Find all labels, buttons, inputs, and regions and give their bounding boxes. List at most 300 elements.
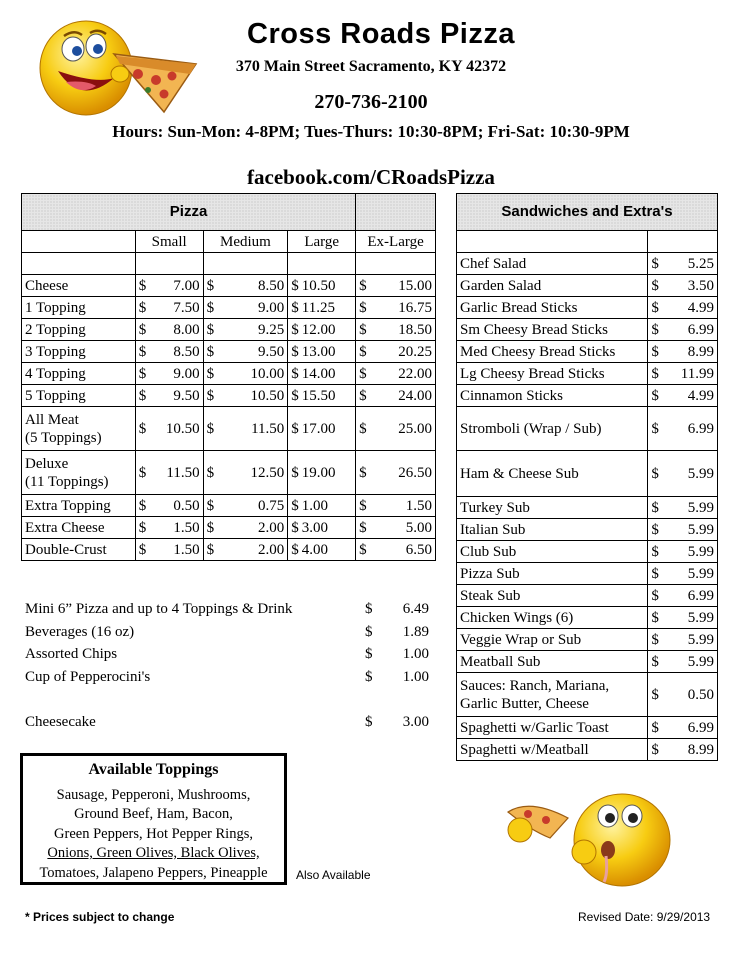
sandwich-item-sublabel: Garlic Butter, Cheese: [460, 695, 589, 712]
price-value: 17.00: [301, 420, 336, 437]
sandwich-item-label: Med Cheesy Bread Sticks: [460, 343, 616, 360]
facebook-link[interactable]: facebook.com/CRoadsPizza: [247, 165, 495, 189]
price-value: 2.00: [258, 541, 285, 558]
currency-symbol: $: [291, 497, 299, 514]
pizza-row: [22, 385, 436, 407]
size-small: Small: [135, 231, 203, 253]
pizza-price-cell: [135, 539, 203, 561]
currency-symbol: $: [206, 387, 215, 404]
pizza-price-cell: [203, 341, 288, 363]
available-toppings-box: [20, 753, 287, 885]
pizza-price-cell: [288, 495, 356, 517]
price-value: 10.00: [250, 365, 285, 382]
pizza-price-cell: [288, 363, 356, 385]
sandwich-item-name: [457, 253, 648, 275]
sandwich-price-cell: [648, 563, 718, 585]
price-value: 15.50: [301, 387, 336, 404]
sandwich-price-cell: [648, 363, 718, 385]
sandwich-item-name: [457, 407, 648, 451]
currency-symbol: $: [206, 541, 215, 558]
sandwich-price-cell: [648, 451, 718, 497]
pizza-price-cell: [203, 539, 288, 561]
sandwich-item-name: [457, 519, 648, 541]
price-value: 24.00: [398, 387, 432, 404]
currency-symbol: $: [291, 299, 299, 316]
currency-symbol: $: [291, 343, 299, 360]
pizza-item-name: [22, 341, 136, 363]
sandwich-item-label: Turkey Sub: [460, 499, 530, 516]
sandwich-item-label: Sm Cheesy Bread Sticks: [460, 321, 608, 338]
pizza-price-cell: [356, 275, 436, 297]
pizza-item-name: [22, 451, 136, 495]
pizza-price-cell: [288, 385, 356, 407]
currency-symbol: $: [651, 719, 659, 736]
misc-item-name: Beverages (16 oz): [25, 623, 135, 640]
price-value: 0.50: [173, 497, 200, 514]
currency-symbol: $: [365, 713, 373, 730]
sandwich-item-label: Club Sub: [460, 543, 517, 560]
misc-item-price: 6.49: [402, 601, 429, 617]
price-value: 20.25: [398, 343, 432, 360]
pizza-price-cell: [135, 451, 203, 495]
currency-symbol: $: [206, 277, 215, 294]
price-value: 11.25: [301, 299, 335, 316]
sandwich-row: [457, 497, 718, 519]
price-value: 3.00: [301, 519, 329, 536]
pizza-row: [22, 539, 436, 561]
sandwich-price-cell: [648, 651, 718, 673]
pizza-price-table: [21, 193, 436, 561]
pizza-price-cell: [203, 385, 288, 407]
price-value: 9.00: [258, 299, 285, 316]
price-value: 6.99: [687, 321, 714, 338]
currency-symbol: $: [359, 519, 367, 536]
sandwich-item-label: Cinnamon Sticks: [460, 387, 563, 404]
price-value: 12.50: [250, 464, 285, 481]
currency-symbol: $: [138, 277, 147, 294]
misc-item-name: Cup of Pepperocini's: [25, 668, 151, 685]
sandwich-item-label: Ham & Cheese Sub: [460, 465, 579, 482]
currency-symbol: $: [359, 343, 367, 360]
price-value: 11.50: [166, 464, 200, 481]
currency-symbol: $: [291, 365, 299, 382]
misc-item: [25, 711, 435, 734]
misc-item: [25, 598, 435, 621]
sandwich-item-label: Spaghetti w/Meatball: [460, 741, 589, 758]
price-value: 8.99: [687, 741, 714, 758]
misc-item-price: 1.89: [402, 623, 429, 640]
price-value: 13.00: [301, 343, 336, 360]
currency-symbol: $: [206, 343, 215, 360]
price-value: 6.50: [405, 541, 432, 558]
prices-note: * Prices subject to change: [25, 910, 175, 924]
sandwich-price-cell: [648, 607, 718, 629]
price-value: 19.00: [301, 464, 336, 481]
pizza-price-cell: [356, 407, 436, 451]
currency-symbol: $: [206, 519, 215, 536]
misc-item: [25, 666, 435, 689]
sandwich-price-cell: [648, 541, 718, 563]
misc-item: [25, 621, 435, 644]
currency-symbol: $: [365, 601, 373, 617]
currency-symbol: $: [138, 420, 147, 437]
currency-symbol: $: [138, 343, 147, 360]
sandwich-price-cell: [648, 497, 718, 519]
price-value: 18.50: [398, 321, 432, 338]
price-value: 6.99: [687, 587, 714, 604]
misc-item-name: Cheesecake: [25, 713, 96, 730]
pizza-row: [22, 495, 436, 517]
pizza-price-cell: [135, 517, 203, 539]
sandwich-price-cell: [648, 629, 718, 651]
currency-symbol: $: [365, 668, 373, 685]
sandwich-item-name: [457, 319, 648, 341]
size-header-row: [22, 231, 436, 253]
sandwich-row: [457, 253, 718, 275]
currency-symbol: $: [365, 646, 373, 662]
price-value: 2.00: [258, 519, 285, 536]
currency-symbol: $: [206, 464, 215, 481]
price-value: 11.50: [251, 420, 285, 437]
pizza-header-blank: [356, 194, 436, 231]
price-value: 5.99: [687, 631, 714, 648]
sandwich-price-cell: [648, 385, 718, 407]
misc-item-name: Assorted Chips: [25, 646, 118, 662]
pizza-price-cell: [356, 341, 436, 363]
currency-symbol: $: [359, 420, 367, 437]
currency-symbol: $: [359, 365, 367, 382]
price-value: 4.99: [687, 299, 714, 316]
sandwich-row: [457, 607, 718, 629]
price-value: 0.50: [687, 686, 714, 703]
pizza-price-cell: [135, 495, 203, 517]
currency-symbol: $: [138, 519, 147, 536]
sandwich-row: [457, 519, 718, 541]
sandwich-price-cell: [648, 519, 718, 541]
currency-symbol: $: [359, 387, 367, 404]
sandwich-item-name: [457, 385, 648, 407]
currency-symbol: $: [359, 541, 367, 558]
currency-symbol: $: [206, 420, 215, 437]
misc-items: [25, 598, 435, 733]
size-ex-large: Ex-Large: [356, 231, 436, 253]
pizza-price-cell: [356, 319, 436, 341]
currency-symbol: $: [365, 623, 373, 640]
sandwich-row: [457, 563, 718, 585]
revised-date: Revised Date: 9/29/2013: [578, 910, 711, 924]
currency-symbol: $: [138, 387, 147, 404]
misc-item-price: 1.00: [402, 668, 429, 685]
pizza-item-sublabel: (11 Toppings): [25, 473, 109, 490]
currency-symbol: $: [291, 321, 299, 338]
currency-symbol: $: [359, 277, 367, 294]
currency-symbol: $: [138, 497, 147, 514]
pizza-item-label: Extra Topping: [25, 497, 111, 514]
pizza-price-cell: [356, 451, 436, 495]
price-value: 5.99: [687, 653, 714, 670]
pizza-price-cell: [288, 341, 356, 363]
currency-symbol: $: [651, 499, 659, 516]
sandwich-item-label: Meatball Sub: [460, 653, 541, 670]
price-value: 14.00: [301, 365, 336, 382]
sandwich-price-cell: [648, 585, 718, 607]
price-value: 5.25: [687, 255, 714, 272]
pizza-item-name: [22, 319, 136, 341]
sandwich-item-label: Chicken Wings (6): [460, 609, 574, 626]
pizza-price-cell: [356, 539, 436, 561]
price-value: 5.99: [687, 609, 714, 626]
sandwich-price-cell: [648, 407, 718, 451]
currency-symbol: $: [138, 321, 147, 338]
sandwich-row: [457, 651, 718, 673]
currency-symbol: $: [651, 686, 659, 703]
toppings-line: Onions, Green Olives, Black Olives,: [47, 845, 260, 861]
size-medium: Medium: [203, 231, 288, 253]
price-value: 4.00: [301, 541, 329, 558]
currency-symbol: $: [206, 299, 215, 316]
currency-symbol: $: [291, 519, 299, 536]
price-value: 5.99: [687, 543, 714, 560]
sandwich-item-label: Chef Salad: [460, 255, 527, 272]
price-value: 8.99: [687, 343, 714, 360]
price-value: 9.00: [173, 365, 200, 382]
currency-symbol: $: [651, 321, 659, 338]
sandwich-price-cell: [648, 717, 718, 739]
sandwich-item-name: [457, 607, 648, 629]
currency-symbol: $: [651, 277, 659, 294]
sandwiches-header: Sandwiches and Extra's: [457, 194, 718, 231]
pizza-row: [22, 275, 436, 297]
pizza-row: [22, 341, 436, 363]
also-available-note: Also Available: [296, 868, 371, 882]
price-value: 1.50: [173, 519, 200, 536]
sandwich-price-cell: [648, 739, 718, 761]
sandwich-item-name: [457, 673, 648, 717]
pizza-price-cell: [135, 385, 203, 407]
currency-symbol: $: [651, 387, 659, 404]
price-value: 5.99: [687, 565, 714, 582]
sandwich-row: [457, 739, 718, 761]
sandwich-row: [457, 407, 718, 451]
sandwich-item-label: Veggie Wrap or Sub: [460, 631, 582, 648]
pizza-item-label: Extra Cheese: [25, 519, 105, 536]
sandwich-row: [457, 319, 718, 341]
toppings-title: Available Toppings: [88, 761, 219, 778]
price-value: 10.50: [250, 387, 285, 404]
price-value: 9.50: [258, 343, 285, 360]
sandwich-row: [457, 451, 718, 497]
sandwich-row: [457, 541, 718, 563]
sandwich-item-name: [457, 341, 648, 363]
sandwich-row: [457, 363, 718, 385]
toppings-line: Tomatoes, Jalapeno Peppers, Pineapple: [39, 864, 268, 881]
pizza-row: [22, 407, 436, 451]
pizza-item-label: 3 Topping: [25, 343, 86, 360]
sandwich-item-name: [457, 585, 648, 607]
phone-number: 270-736-2100: [314, 91, 428, 113]
pizza-row: [22, 297, 436, 319]
sandwich-item-name: [457, 541, 648, 563]
price-value: 25.00: [398, 420, 432, 437]
pizza-price-cell: [203, 297, 288, 319]
pizza-item-name: [22, 363, 136, 385]
sandwich-item-label: Lg Cheesy Bread Sticks: [460, 365, 605, 382]
currency-symbol: $: [651, 653, 659, 670]
sandwiches-price-table: [456, 193, 718, 761]
pizza-price-cell: [288, 517, 356, 539]
price-value: 6.99: [687, 420, 714, 437]
price-value: 9.25: [258, 321, 285, 338]
price-value: 0.75: [258, 497, 285, 514]
currency-symbol: $: [291, 464, 299, 481]
address: 370 Main Street Sacramento, KY 42372: [235, 58, 507, 75]
pizza-row: [22, 319, 436, 341]
price-value: 8.00: [173, 321, 200, 338]
pizza-item-sublabel: (5 Toppings): [25, 429, 102, 446]
sandwich-item-name: [457, 363, 648, 385]
sandwich-price-cell: [648, 297, 718, 319]
sandwich-price-cell: [648, 673, 718, 717]
pizza-row: [22, 451, 436, 495]
sandwich-item-label: Stromboli (Wrap / Sub): [460, 420, 602, 437]
sandwich-item-name: [457, 497, 648, 519]
sandwich-row: [457, 341, 718, 363]
sandwich-row: [457, 585, 718, 607]
currency-symbol: $: [138, 299, 147, 316]
toppings-line: Ground Beef, Ham, Bacon,: [74, 806, 233, 822]
sandwich-row: [457, 385, 718, 407]
price-value: 4.99: [687, 387, 714, 404]
currency-symbol: $: [359, 464, 367, 481]
sandwich-price-cell: [648, 253, 718, 275]
sandwich-row: [457, 629, 718, 651]
pizza-price-cell: [288, 319, 356, 341]
price-value: 10.50: [301, 277, 336, 294]
pizza-price-cell: [356, 517, 436, 539]
sandwich-row: [457, 275, 718, 297]
pizza-price-cell: [203, 363, 288, 385]
sandwich-price-cell: [648, 275, 718, 297]
pizza-item-name: [22, 297, 136, 319]
pizza-price-cell: [135, 363, 203, 385]
sandwich-row: [457, 297, 718, 319]
pizza-item-name: [22, 539, 136, 561]
sandwich-item-label: Garlic Bread Sticks: [460, 299, 578, 316]
pizza-item-name: [22, 495, 136, 517]
pizza-price-cell: [203, 517, 288, 539]
price-value: 1.00: [301, 497, 329, 514]
pizza-item-label: 4 Topping: [25, 365, 86, 382]
price-value: 9.50: [173, 387, 200, 404]
sandwich-price-cell: [648, 319, 718, 341]
currency-symbol: $: [651, 420, 659, 437]
currency-symbol: $: [651, 521, 659, 538]
pizza-price-cell: [288, 275, 356, 297]
currency-symbol: $: [651, 741, 659, 758]
pizza-row: [22, 517, 436, 539]
pizza-price-cell: [356, 363, 436, 385]
currency-symbol: $: [291, 387, 299, 404]
pizza-price-cell: [288, 539, 356, 561]
pizza-item-label: All Meat: [25, 411, 79, 428]
price-value: 5.99: [687, 465, 714, 482]
currency-symbol: $: [206, 321, 215, 338]
price-value: 1.50: [405, 497, 432, 514]
price-value: 16.75: [398, 299, 432, 316]
pizza-price-cell: [203, 275, 288, 297]
misc-item: [25, 688, 435, 711]
price-value: 26.50: [398, 464, 432, 481]
pizza-price-cell: [203, 319, 288, 341]
toppings-line: Green Peppers, Hot Pepper Rings,: [54, 825, 253, 842]
currency-symbol: $: [138, 365, 147, 382]
currency-symbol: $: [651, 465, 659, 482]
pizza-price-cell: [203, 407, 288, 451]
price-value: 3.50: [687, 277, 714, 294]
pizza-price-cell: [135, 407, 203, 451]
currency-symbol: $: [291, 277, 299, 294]
currency-symbol: $: [291, 420, 299, 437]
sandwich-item-name: [457, 275, 648, 297]
sandwich-price-cell: [648, 341, 718, 363]
sandwich-item-name: [457, 739, 648, 761]
pizza-item-label: 1 Topping: [25, 299, 86, 316]
currency-symbol: $: [138, 464, 147, 481]
pizza-item-label: 2 Topping: [25, 321, 86, 338]
price-value: 5.00: [405, 519, 432, 536]
sandwich-item-label: Spaghetti w/Garlic Toast: [460, 719, 609, 736]
currency-symbol: $: [651, 587, 659, 604]
currency-symbol: $: [206, 365, 215, 382]
currency-symbol: $: [651, 365, 659, 382]
smiley-drooling-icon: [500, 790, 680, 890]
pizza-price-cell: [356, 495, 436, 517]
pizza-item-name: [22, 275, 136, 297]
price-value: 5.99: [687, 521, 714, 538]
sandwich-item-name: [457, 563, 648, 585]
sandwich-item-label: Pizza Sub: [460, 565, 520, 582]
price-value: 6.99: [687, 719, 714, 736]
sandwich-item-name: [457, 651, 648, 673]
pizza-price-cell: [135, 297, 203, 319]
price-value: 12.00: [301, 321, 336, 338]
pizza-price-cell: [288, 297, 356, 319]
pizza-item-label: Deluxe: [25, 455, 69, 472]
sandwich-item-label: Garden Salad: [460, 277, 542, 294]
currency-symbol: $: [651, 343, 659, 360]
sandwich-item-name: [457, 717, 648, 739]
currency-symbol: $: [138, 541, 147, 558]
pizza-item-label: 5 Topping: [25, 387, 86, 404]
pizza-item-label: Cheese: [25, 277, 69, 294]
sandwich-item-label: Sauces: Ranch, Mariana,: [460, 677, 610, 694]
pizza-item-name: [22, 517, 136, 539]
price-value: 5.99: [687, 499, 714, 516]
pizza-price-cell: [203, 451, 288, 495]
sandwich-item-name: [457, 297, 648, 319]
price-value: 7.00: [173, 277, 200, 294]
sandwich-item-label: Italian Sub: [460, 521, 526, 538]
restaurant-title: Cross Roads Pizza: [247, 18, 515, 50]
pizza-item-name: [22, 407, 136, 451]
pizza-row: [22, 363, 436, 385]
currency-symbol: $: [359, 321, 367, 338]
pizza-price-cell: [135, 319, 203, 341]
currency-symbol: $: [651, 299, 659, 316]
toppings-line: Sausage, Pepperoni, Mushrooms,: [56, 786, 251, 803]
currency-symbol: $: [206, 497, 215, 514]
currency-symbol: $: [651, 543, 659, 560]
